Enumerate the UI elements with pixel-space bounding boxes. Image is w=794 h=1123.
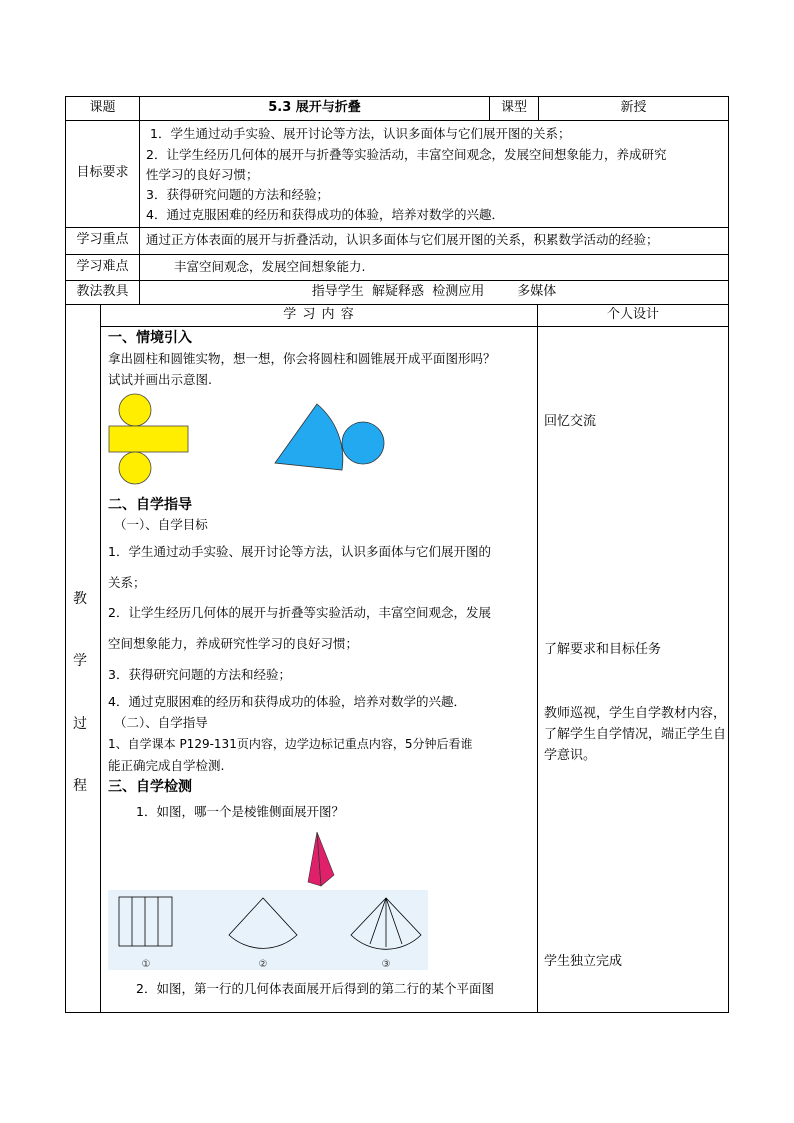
side-char-3: 过 <box>73 716 87 732</box>
pyramid-figure <box>300 830 345 890</box>
side-char-1: 教 <box>73 591 87 607</box>
goal-line-2: 2．让学生经历几何体的展开与折叠等实验活动，丰富空间观念，发展空间想象能力，养成研究 <box>146 147 667 162</box>
note-understand: 了解要求和目标任务 <box>544 642 662 657</box>
goal-line-4: 3．获得研究问题的方法和经验； <box>146 187 329 202</box>
goal-line-5: 4．通过克服困难的经历和获得成功的体验，培养对数学的兴趣． <box>146 207 504 222</box>
section1-text-2: 试试并画出示意图. <box>108 372 212 387</box>
objective-line-3: 2．让学生经历几何体的展开与折叠等实验活动，丰富空间观念，发展 <box>108 605 491 620</box>
key-points-label: 学习重点 <box>76 232 129 247</box>
question-2: 2．如图，第一行的几何体表面展开后得到的第二行的某个平面图 <box>136 981 494 996</box>
methods-value: 指导学生 解疑释惑 检测应用 多媒体 <box>311 284 557 299</box>
note-independent: 学生独立完成 <box>544 954 623 969</box>
topic-label: 课题 <box>89 100 116 115</box>
type-label: 课型 <box>500 100 527 115</box>
side-char-2: 学 <box>73 653 87 669</box>
objective-line-6: 4．通过克服困难的经历和获得成功的体验，培养对数学的兴趣． <box>108 694 466 709</box>
note-recall: 回忆交流 <box>544 414 597 429</box>
section3-title: 三、自学检测 <box>108 779 192 795</box>
objective-line-5: 3．获得研究问题的方法和经验； <box>108 667 291 682</box>
difficulties-label: 学习难点 <box>76 259 129 274</box>
sub1-title: （一）、自学目标 <box>114 517 208 532</box>
type-value: 新授 <box>620 100 647 115</box>
col-design-header: 个人设计 <box>606 307 659 322</box>
difficulties-value: 丰富空间观念，发展空间想象能力. <box>174 259 366 274</box>
sub2-title: （二）、自学指导 <box>114 715 208 730</box>
key-points-value: 通过正方体表面的展开与折叠活动，认识多面体与它们展开图的关系，积累数学活动的经验； <box>146 232 659 247</box>
goals-label: 目标要求 <box>76 165 129 180</box>
objective-line-1: 1．学生通过动手实验、展开讨论等方法，认识多面体与它们展开图的 <box>108 544 491 559</box>
section1-text-1: 拿出圆柱和圆锥实物，想一想，你会将圆柱和圆锥展开成平面图形吗？ <box>108 351 496 366</box>
section1-title: 一、情境引入 <box>108 330 192 346</box>
section2-title: 二、自学指导 <box>108 497 192 513</box>
note-teacher: 教师巡视，学生自学教材内容，了解学生自学情况，端正学生自学意识。 <box>544 706 727 763</box>
objective-line-4: 空间想象能力，养成研究性学习的良好习惯； <box>108 636 359 651</box>
option-label-1: ① <box>141 959 151 970</box>
objective-line-2: 关系； <box>108 575 146 590</box>
goal-line-3: 性学习的良好习惯； <box>146 167 259 182</box>
guide-line-2: 能正确完成自学检测. <box>108 758 225 773</box>
topic-value: 5.3 展开与折叠 <box>268 100 361 115</box>
methods-label: 教法教具 <box>76 284 129 299</box>
option-label-2: ② <box>258 959 268 970</box>
cylinder-net <box>109 394 188 484</box>
pyramid-nets-figure <box>108 890 428 970</box>
question-1: 1．如图，哪一个是棱锥侧面展开图？ <box>136 804 344 819</box>
cone-net <box>275 404 384 470</box>
unfold-figures <box>104 393 404 485</box>
col-content-header: 学 习 内 容 <box>283 307 355 322</box>
option-label-3: ③ <box>381 959 391 970</box>
guide-line-1: 1、自学课本 P129-131页内容，边学边标记重点内容，5分钟后看谁 <box>108 737 473 751</box>
side-char-4: 程 <box>73 778 87 794</box>
goal-line-1: 1．学生通过动手实验、展开讨论等方法，认识多面体与它们展开图的关系； <box>150 126 571 141</box>
